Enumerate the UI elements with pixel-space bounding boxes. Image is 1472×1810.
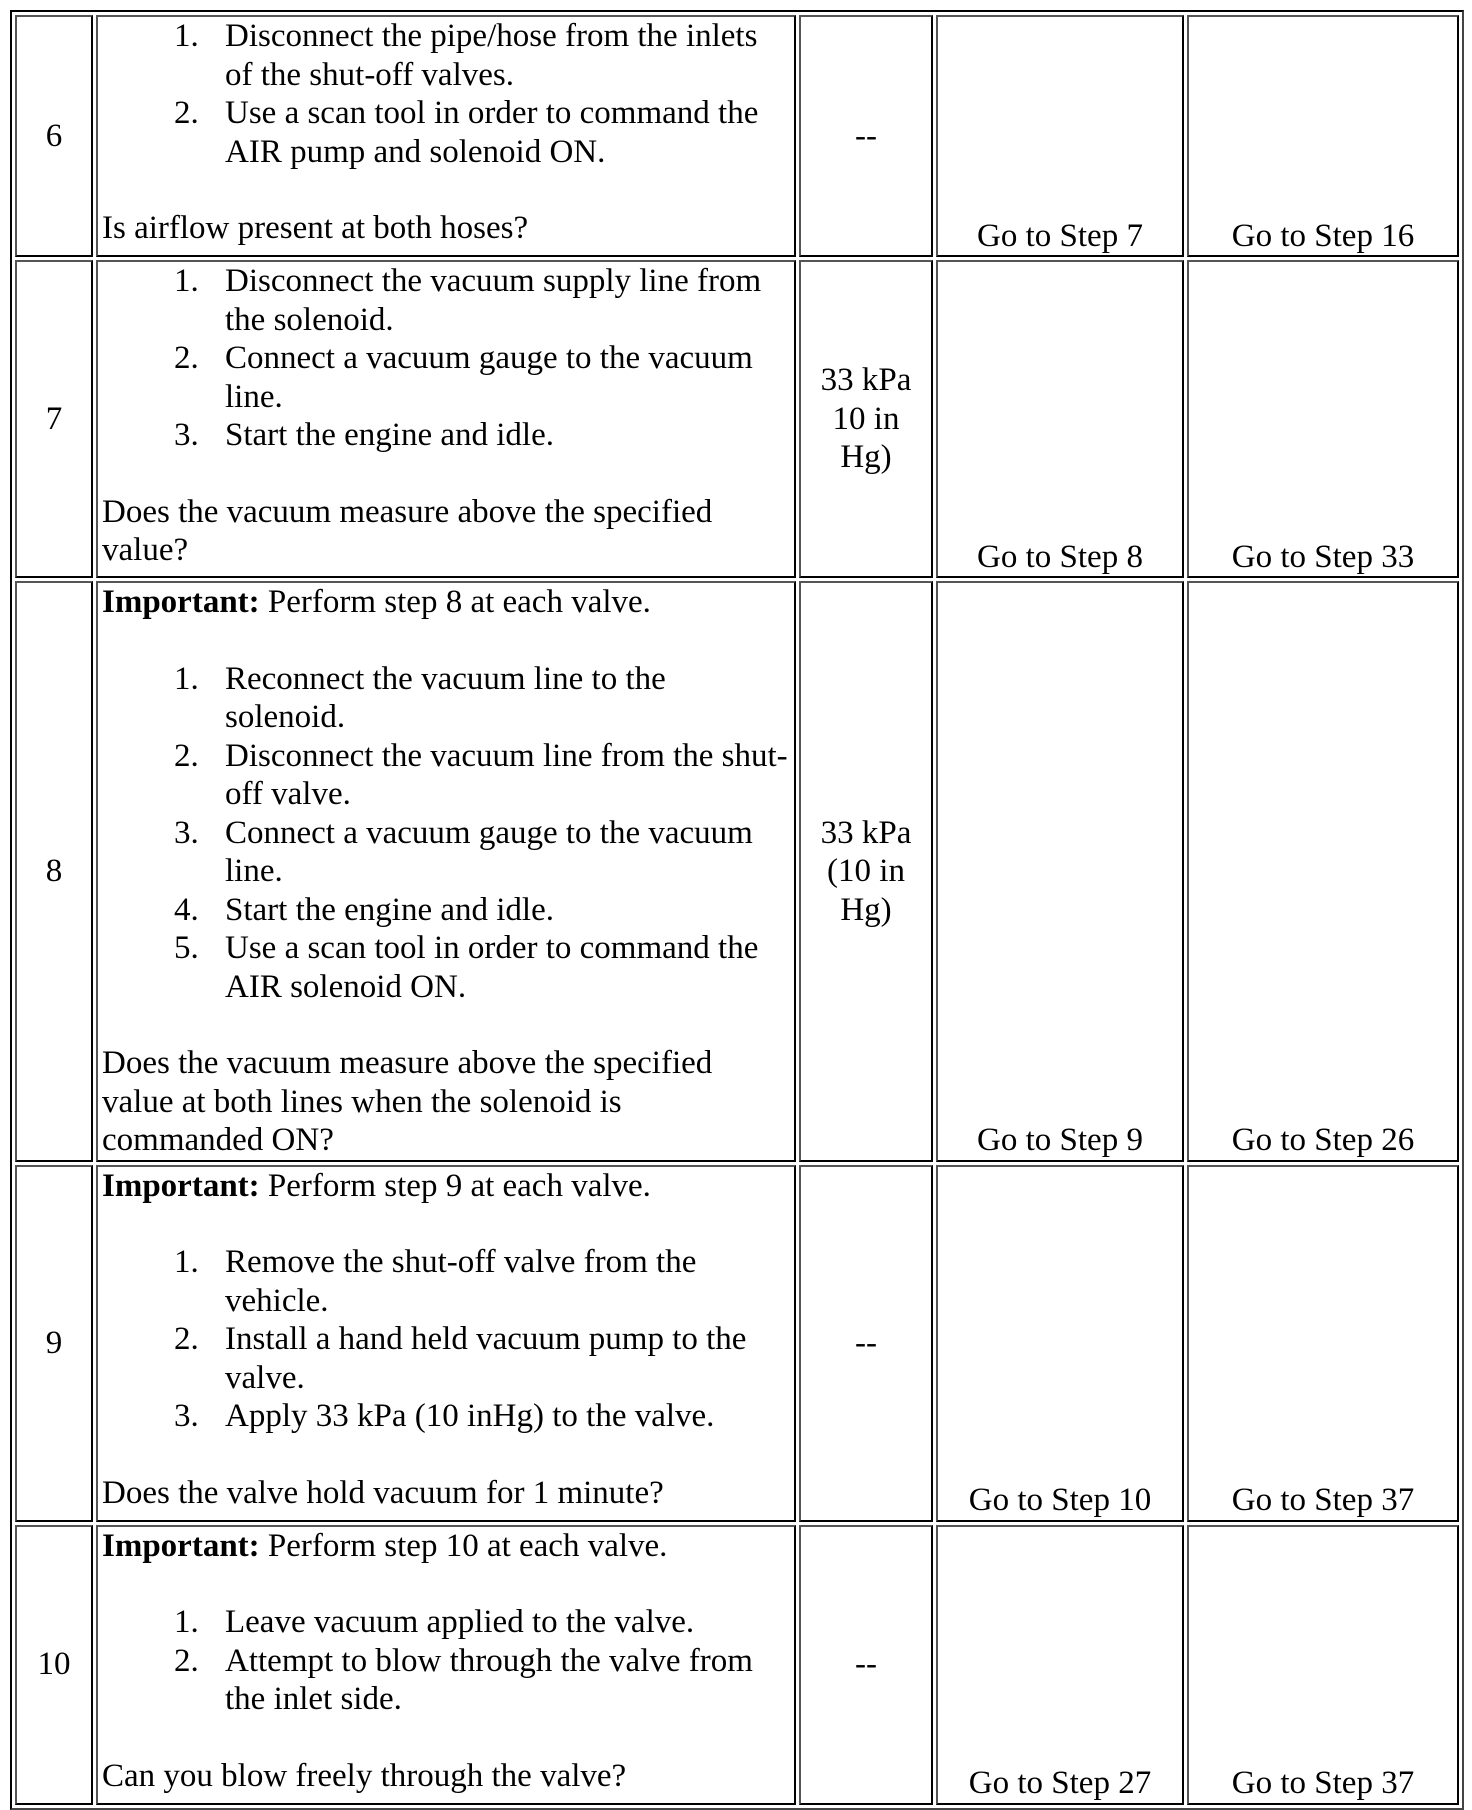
instruction-item: 2. Attempt to blow through the valve from the inlet side. <box>207 1642 790 1719</box>
step-action <box>96 15 796 257</box>
instruction-item: 2. Use a scan tool in order to command the AIR pump and solenoid ON. <box>207 94 790 171</box>
specified-value: 33 kPa 10 in Hg) <box>799 260 933 578</box>
no-action: Go to Step 37 <box>1187 1525 1459 1805</box>
specified-value: 33 kPa (10 in Hg) <box>799 581 933 1162</box>
instruction-item: 1. Disconnect the vacuum supply line from the solenoid. <box>207 262 790 339</box>
step-row-10 <box>15 1525 1459 1805</box>
step-row-6 <box>15 15 1459 257</box>
specified-value: -- <box>799 1165 933 1522</box>
step-action <box>96 1525 796 1805</box>
instruction-item: 4. Start the engine and idle. <box>207 891 790 930</box>
step-question: Does the valve hold vacuum for 1 minute? <box>102 1474 664 1511</box>
step-row-8 <box>15 581 1459 1162</box>
step-number: 10 <box>15 1525 93 1805</box>
important-label: Important: <box>102 584 260 620</box>
important-note <box>102 1167 790 1206</box>
yes-action: Go to Step 27 <box>936 1525 1184 1805</box>
instruction-item: 3. Apply 33 kPa (10 inHg) to the valve. <box>207 1397 790 1436</box>
specified-value: -- <box>799 1525 933 1805</box>
no-action: Go to Step 16 <box>1187 15 1459 257</box>
step-number: 8 <box>15 581 93 1162</box>
instruction-list <box>102 660 790 1007</box>
instruction-item: 2. Connect a vacuum gauge to the vacuum line. <box>207 339 790 416</box>
important-text: Perform step 10 at each valve. <box>259 1527 668 1564</box>
step-action <box>96 581 796 1162</box>
step-row-7 <box>15 260 1459 578</box>
instruction-item: 3. Start the engine and idle. <box>207 416 790 455</box>
instruction-item: 1. Reconnect the vacuum line to the solenoid. <box>207 660 790 737</box>
step-number: 6 <box>15 15 93 257</box>
step-question: Is airflow present at both hoses? <box>102 210 529 246</box>
important-note <box>102 583 790 622</box>
no-action: Go to Step 26 <box>1187 581 1459 1162</box>
diagnostic-table-wrapper <box>10 10 1462 1810</box>
step-number: 7 <box>15 260 93 578</box>
step-question: Does the vacuum measure above the specified value? <box>102 493 713 568</box>
step-action <box>96 1165 796 1522</box>
no-action: Go to Step 37 <box>1187 1165 1459 1522</box>
yes-action: Go to Step 10 <box>936 1165 1184 1522</box>
instruction-item: 2. Install a hand held vacuum pump to the valve. <box>207 1320 790 1397</box>
instruction-item: 1. Leave vacuum applied to the valve. <box>207 1603 790 1642</box>
diagnostic-steps-table <box>10 10 1464 1810</box>
step-question: Can you blow freely through the valve? <box>102 1757 627 1794</box>
step-row-9 <box>15 1165 1459 1522</box>
instruction-item: 1. Disconnect the pipe/hose from the inlets of the shut-off valves. <box>207 17 790 94</box>
important-text: Perform step 9 at each valve. <box>259 1167 651 1204</box>
instruction-item: 5. Use a scan tool in order to command the AIR solenoid ON. <box>207 929 790 1006</box>
important-label: Important: <box>102 1167 260 1204</box>
step-number: 9 <box>15 1165 93 1522</box>
instruction-list <box>102 17 790 171</box>
instruction-item: 1. Remove the shut-off valve from the vehicle. <box>207 1243 790 1320</box>
instruction-list <box>102 262 790 455</box>
yes-action: Go to Step 9 <box>936 581 1184 1162</box>
step-question: Does the vacuum measure above the specified value at both lines when the solenoid is commanded ON? <box>102 1045 713 1158</box>
instruction-list <box>102 1243 790 1436</box>
instruction-item: 3. Connect a vacuum gauge to the vacuum line. <box>207 814 790 891</box>
important-text: Perform step 8 at each valve. <box>259 584 651 620</box>
instruction-item: 2. Disconnect the vacuum line from the shut-off valve. <box>207 737 790 814</box>
specified-value: -- <box>799 15 933 257</box>
no-action: Go to Step 33 <box>1187 260 1459 578</box>
important-note <box>102 1527 790 1566</box>
instruction-list <box>102 1603 790 1719</box>
important-label: Important: <box>102 1527 260 1564</box>
step-action <box>96 260 796 578</box>
yes-action: Go to Step 7 <box>936 15 1184 257</box>
yes-action: Go to Step 8 <box>936 260 1184 578</box>
